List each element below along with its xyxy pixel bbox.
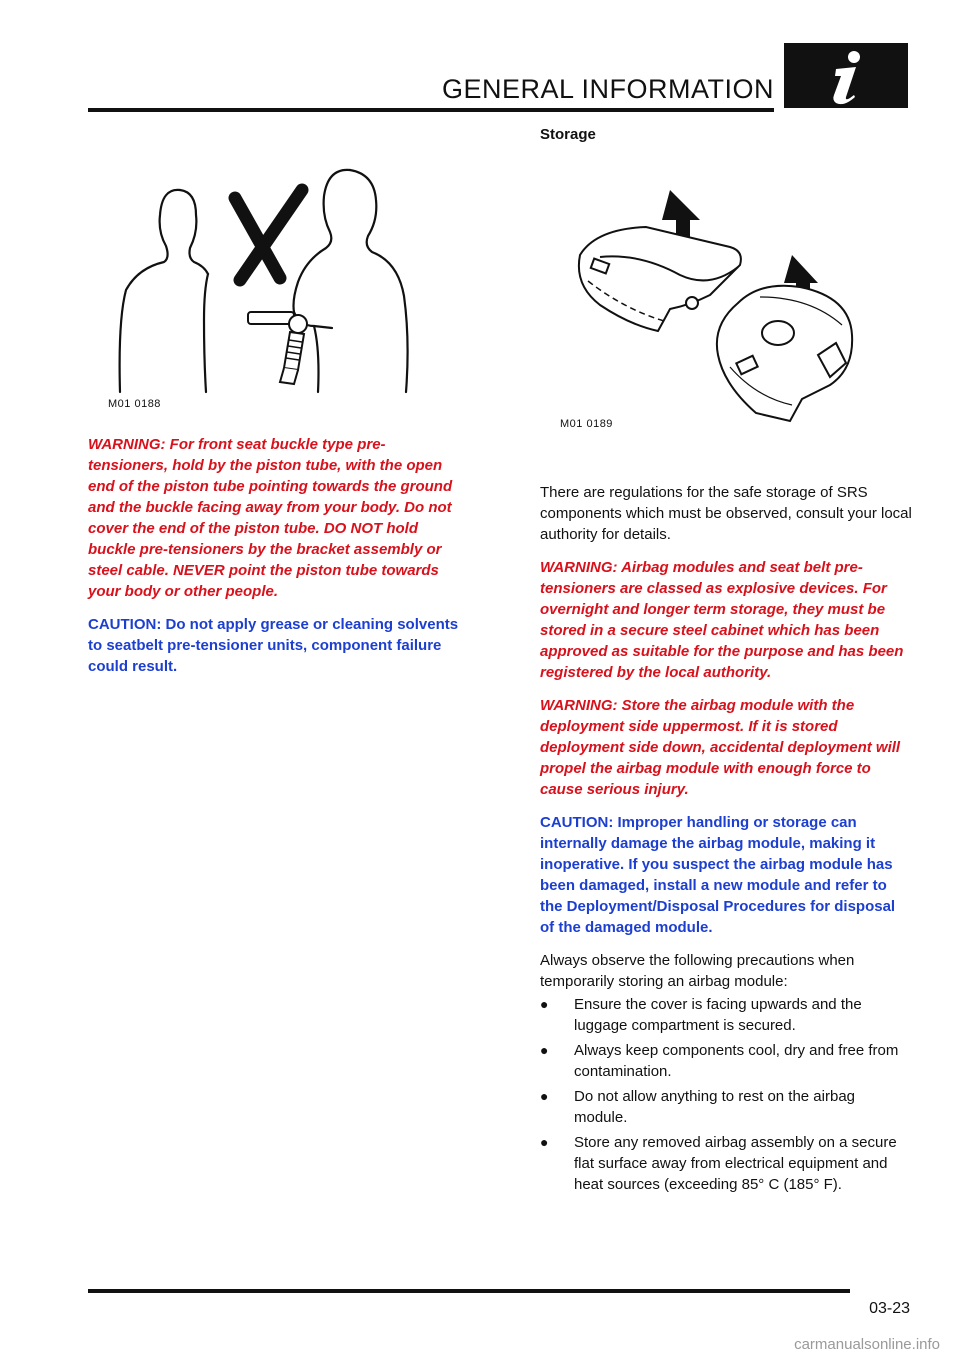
figure-label-left: M01 0188 [108,398,161,410]
bullet-icon: ● [540,996,549,1012]
left-column [88,434,463,677]
storage-warning-orientation: WARNING: Store the airbag module with the deployment side uppermost. If it is stored deployment side down, accidental deployment will propel the airbag module with enough force to cause serious injury. [540,697,901,798]
pretensioner-warning: WARNING: For front seat buckle type pre-tensioners, hold by the piston tube, with the open end of the piston tube pointing towards the ground and the buckle facing away from your body. Do not cover the end of the piston tube. DO NOT hold buckle pre-tensioners by the bracket assembly or steel cable. NEVER point the piston tube towards your body or other people. [88,436,453,600]
watermark: carmanualsonline.info [794,1336,940,1353]
bullet-icon: ● [540,1088,549,1104]
footer-rule [88,1289,850,1293]
storage-intro: There are regulations for the safe storage of SRS components which must be observed, consult your local authority for details. [540,484,912,543]
pretensioner-handling-illustration [100,160,440,410]
info-icon [784,43,908,108]
page-header-title: GENERAL INFORMATION [441,74,774,104]
bullet-icon: ● [540,1134,549,1150]
figure-label-right: M01 0189 [560,418,613,430]
list-item: ● Do not allow anything to rest on the airbag module. [540,1088,856,1126]
storage-warning-explosive: WARNING: Airbag modules and seat belt pre-tensioners are classed as explosive devices. For overnight and longer term storage, they must be stored in a secure steel cabinet which has been approved as suitable for the purpose and has been registered by the local authority. [540,559,904,681]
precautions-list [540,994,912,1195]
info-badge [784,43,908,108]
storage-heading: Storage [540,126,596,143]
bullet-icon: ● [540,1042,549,1058]
header-rule [88,108,774,112]
precautions-intro: Always observe the following precautions when temporarily storing an airbag module: [540,952,855,990]
list-item: ● Always keep components cool, dry and free from contamination. [540,1042,899,1080]
storage-caution: CAUTION: Improper handling or storage can internally damage the airbag module, making it inoperative. If you suspect the airbag module has been damaged, install a new module and refer to the Deployment/Disposal Procedures for disposal of the damaged module. [540,814,896,936]
airbag-storage-illustration [560,185,890,425]
page-number: 03-23 [869,1300,910,1317]
list-item: ● Store any removed airbag assembly on a secure flat surface away from electrical equipment and heat sources (exceeding 85° C (185° F). [540,1134,897,1193]
list-item: ● Ensure the cover is facing upwards and the luggage compartment is secured. [540,996,862,1034]
pretensioner-caution: CAUTION: Do not apply grease or cleaning solvents to seatbelt pre-tensioner units, component failure could result. [88,616,459,675]
right-column [540,482,912,1199]
